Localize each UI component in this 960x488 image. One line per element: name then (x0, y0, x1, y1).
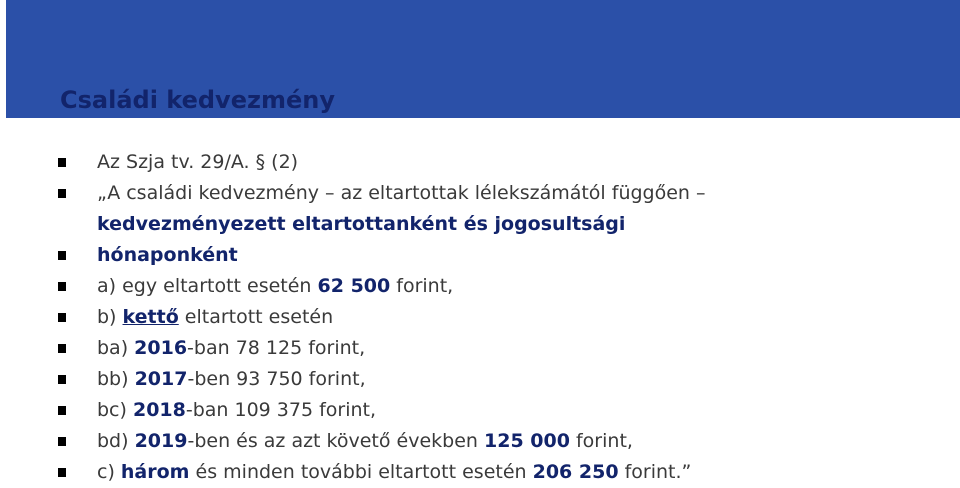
item-text: -ban 78 125 forint, (187, 337, 366, 359)
square-bullet-icon (58, 313, 66, 322)
square-bullet-icon (58, 344, 66, 353)
list-item (58, 240, 938, 271)
square-bullet-icon (58, 251, 66, 260)
bold-text: kettő (122, 306, 179, 328)
page-title: Családi kedvezmény (60, 86, 335, 114)
list-item (58, 147, 938, 178)
item-text: -ban 109 375 forint, (185, 399, 377, 421)
bold-text: 2018 (132, 399, 186, 421)
square-bullet-icon (58, 437, 66, 446)
list-item (58, 271, 938, 302)
item-text: forint.” (618, 461, 692, 483)
item-text: -ben 93 750 forint, (187, 368, 366, 390)
item-text: a) egy eltartott esetén (97, 275, 318, 297)
list-item (58, 426, 938, 457)
item-text: c) (97, 461, 121, 483)
item-text: Az Szja tv. 29/A. § (2) (97, 151, 299, 173)
item-text: forint, (569, 430, 633, 452)
square-bullet-icon (58, 282, 66, 291)
bold-text: hónaponként (97, 244, 238, 266)
bold-text: három (120, 461, 190, 483)
square-bullet-icon (58, 468, 66, 477)
list-item (58, 333, 938, 364)
item-text: ba) (97, 337, 135, 359)
square-bullet-icon (58, 375, 66, 384)
bold-text: kedvezményezett eltartottanként és jogosultsági (97, 213, 626, 235)
list-item (58, 209, 938, 240)
item-text: és minden további eltartott esetén (189, 461, 533, 483)
square-bullet-icon (58, 158, 66, 167)
bold-text: 62 500 (317, 275, 391, 297)
square-bullet-icon (58, 189, 66, 198)
list-item (58, 395, 938, 426)
bold-text: 2016 (134, 337, 188, 359)
item-text: bd) (97, 430, 135, 452)
bullet-list (58, 147, 938, 488)
list-item (58, 178, 938, 209)
item-text: forint, (390, 275, 454, 297)
item-text: „A családi kedvezmény – az eltartottak lélekszámától függően – (97, 182, 706, 204)
square-bullet-icon (58, 406, 66, 415)
bold-text: 206 250 (532, 461, 619, 483)
bold-text: 125 000 (484, 430, 570, 452)
item-text: bb) (97, 368, 135, 390)
list-item (58, 302, 938, 333)
item-text: b) (97, 306, 123, 328)
item-text: -ben és az azt követő években (187, 430, 485, 452)
list-item (58, 457, 938, 488)
bold-text: 2019 (134, 430, 188, 452)
list-item (58, 364, 938, 395)
bold-text: 2017 (134, 368, 188, 390)
item-text: bc) (97, 399, 133, 421)
item-text: eltartott esetén (178, 306, 334, 328)
